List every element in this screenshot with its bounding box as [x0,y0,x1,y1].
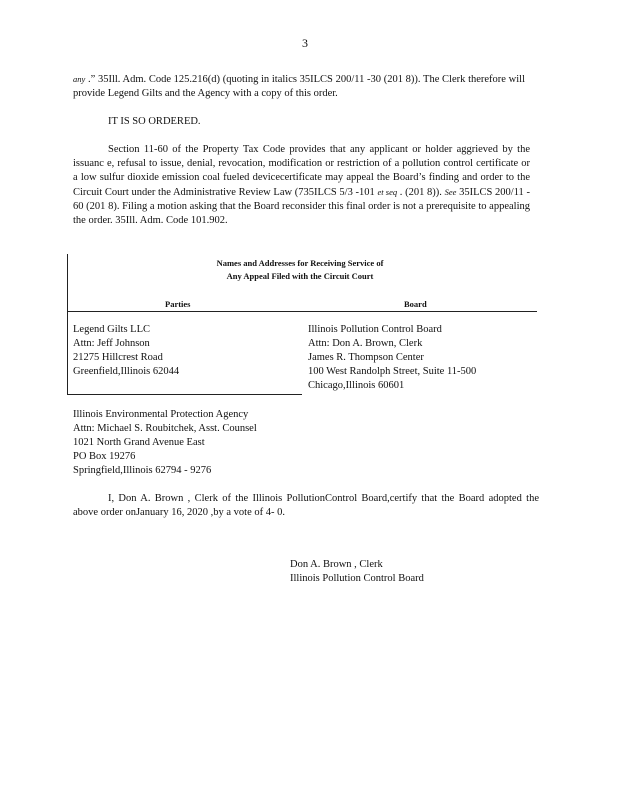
column-header-parties: Parties [165,299,191,309]
paragraph-order-service [73,72,525,101]
paragraph-appeal-rights [73,143,530,228]
address-line: 100 West Randolph Street, Suite 11-500 [308,366,477,377]
address-line: PO Box 19276 [73,451,136,462]
address-line: 1021 North Grand Avenue East [73,437,205,448]
address-line: Attn: Michael S. Roubitchek, Asst. Counsel [73,423,257,434]
signature-name: Don A. Brown , Clerk [290,559,383,570]
table-header-divider [67,311,537,312]
address-legend-gilts [73,323,179,379]
paragraph-text-2: . (201 8)). [397,187,445,198]
italic-et-seq: et seq [377,187,398,197]
clerk-certification: I, Don A. Brown , Clerk of the Illinois PollutionControl Board,certify that the Board adopted the above order onJanuary 16, 2020 ,by a vote of 4- 0. [73,493,539,518]
paragraph-text-1: Section 11-60 of the Property Tax Code provides that any applicant or holder aggrieved by the issuanc e, refusal to issue, denial, revocation, modification or restriction of a pollution control certificate or a low sulfur dioxide emission coal fueled devicecertificate may appeal the Board’s finding and order to the Circuit Court under the Administrative Review Law (735ILCS 5/3 -101 [73,144,530,198]
paragraph-text: .” 35Ill. Adm. Code 125.216(d) (quoting in italics 35ILCS 200/11 -30 (201 8)). The Clerk therefore will provide Legend Gilts and the Agency with a copy of this order. [73,74,525,99]
page-number: 3 [302,36,308,50]
service-table-title-line2: Any Appeal Filed with the Circuit Court [226,271,374,281]
signature-org: Illinois Pollution Control Board [290,573,424,584]
service-table-title-line1: Names and Addresses for Receiving Service of [216,258,384,268]
address-line: Springfield,Illinois 62794 - 9276 [73,465,212,476]
service-table-title [150,257,450,283]
address-epa [73,408,257,478]
paragraph-text-3: 35ILCS 200/11 - 60 (201 8). Filing a motion asking that the Board reconsider this final order is not a prerequisite to appealing the order. 35Ill. Adm. Code 101.902. [73,187,530,226]
address-line: Attn: Jeff Johnson [73,338,150,349]
italic-any: any [73,74,86,84]
column-header-board: Board [404,299,427,309]
address-line: Attn: Don A. Brown, Clerk [308,338,423,349]
address-line: 21275 Hillcrest Road [73,352,163,363]
signature-block [290,558,424,586]
address-line: Illinois Environmental Protection Agency [73,409,249,420]
address-pollution-control-board [308,323,476,393]
address-line: Illinois Pollution Control Board [308,324,442,335]
italic-see: See [444,187,457,197]
address-line: Legend Gilts LLC [73,324,150,335]
address-line: Chicago,Illinois 60601 [308,380,405,391]
address-line: Greenfield,Illinois 62044 [73,366,180,377]
address-line: James R. Thompson Center [308,352,424,363]
table-row-divider [67,394,302,395]
table-left-border [67,254,68,394]
so-ordered: IT IS SO ORDERED. [108,116,201,127]
